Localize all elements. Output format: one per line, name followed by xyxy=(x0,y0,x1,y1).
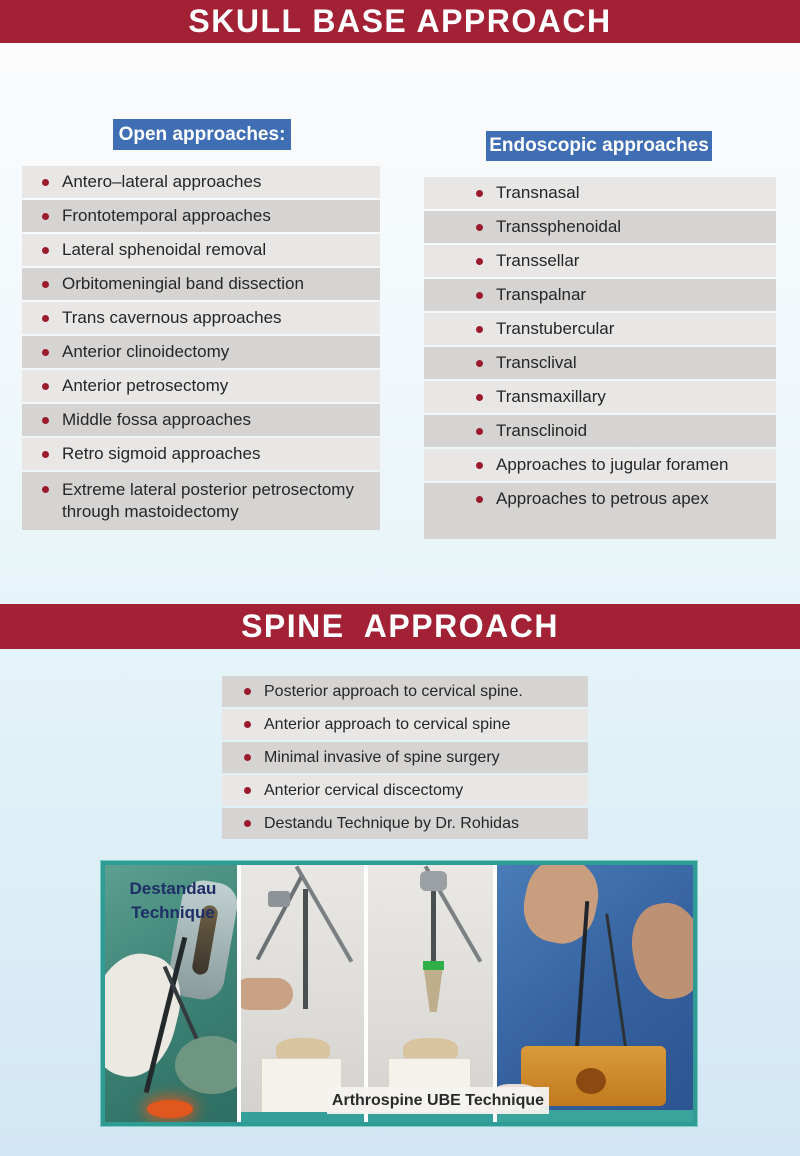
collage-panels xyxy=(105,865,693,1122)
bullet-icon xyxy=(244,688,251,695)
surgery-photo-collage xyxy=(100,860,698,1127)
photo-destandau-technique xyxy=(105,865,237,1122)
skull-base-banner xyxy=(0,0,800,43)
spine-approach-item: Destandu Technique by Dr. Rohidas xyxy=(222,808,588,839)
bullet-icon xyxy=(244,721,251,728)
hand-shape xyxy=(625,898,693,1005)
hand-shape xyxy=(517,865,605,950)
bullet-icon xyxy=(244,787,251,794)
endoscopic-approaches-list xyxy=(424,177,776,541)
bullet-icon xyxy=(476,326,483,333)
endoscopic-approach-item: Transsellar xyxy=(424,245,776,277)
valve-connector-shape xyxy=(268,891,290,907)
bullet-icon xyxy=(476,258,483,265)
bullet-icon xyxy=(476,224,483,231)
instrument-rod xyxy=(256,874,305,961)
green-glove-shape xyxy=(175,1036,237,1094)
spine-approach-item: Posterior approach to cervical spine. xyxy=(222,676,588,707)
bullet-icon xyxy=(476,360,483,367)
open-approach-item: Retro sigmoid approaches xyxy=(22,438,380,470)
bullet-icon xyxy=(244,754,251,761)
dilator-cone-shape xyxy=(419,970,448,1012)
spine-banner xyxy=(0,604,800,649)
endoscopic-approach-item: Transclinoid xyxy=(424,415,776,447)
open-approach-item: Extreme lateral posterior petrosectomy through mastoidectomy xyxy=(22,472,380,530)
open-approach-item: Lateral sphenoidal removal xyxy=(22,234,380,266)
wound-shape xyxy=(576,1068,606,1094)
bullet-icon xyxy=(244,820,251,827)
bullet-icon xyxy=(42,179,49,186)
spine-approach-item: Anterior cervical discectomy xyxy=(222,775,588,806)
bullet-icon xyxy=(42,451,49,458)
open-approach-item: Middle fossa approaches xyxy=(22,404,380,436)
endoscopic-approach-item: Transmaxillary xyxy=(424,381,776,413)
bullet-icon xyxy=(42,486,49,493)
photo-ube-procedure xyxy=(497,865,693,1122)
bullet-icon xyxy=(42,315,49,322)
endoscopic-approach-item: Transtubercular xyxy=(424,313,776,345)
spine-approach-item: Minimal invasive of spine surgery xyxy=(222,742,588,773)
photo-instrument-setup-1 xyxy=(241,865,364,1122)
bullet-icon xyxy=(42,383,49,390)
bullet-icon xyxy=(476,394,483,401)
open-approach-item: Antero–lateral approaches xyxy=(22,166,380,198)
endoscopic-approaches-heading-label: Endoscopic approaches xyxy=(489,135,709,156)
endoscopic-approaches-heading xyxy=(486,131,712,161)
bullet-icon xyxy=(42,349,49,356)
spine-title: SPINE APPROACH xyxy=(241,608,559,644)
open-approach-item: Trans cavernous approaches xyxy=(22,302,380,334)
collage-caption xyxy=(327,1087,549,1114)
bullet-icon xyxy=(42,417,49,424)
incision-glow-shape xyxy=(147,1100,193,1118)
endoscopic-approach-item: Transpalnar xyxy=(424,279,776,311)
instrument-rod xyxy=(605,913,627,1052)
bullet-icon xyxy=(476,292,483,299)
open-approaches-list xyxy=(22,166,380,532)
open-approach-item: Anterior petrosectomy xyxy=(22,370,380,402)
destandau-technique-label: Destandau Technique xyxy=(129,879,217,922)
bullet-icon xyxy=(476,428,483,435)
skull-base-title: SKULL BASE APPROACH xyxy=(188,3,612,39)
collage-caption-label: Arthrospine UBE Technique xyxy=(331,1091,545,1109)
instrument-rod xyxy=(303,889,308,1009)
endoscopic-approach-item: Transsphenoidal xyxy=(424,211,776,243)
valve-connector-shape xyxy=(420,871,447,891)
bullet-icon xyxy=(42,213,49,220)
endoscopic-approach-item: Transclival xyxy=(424,347,776,379)
bullet-icon xyxy=(476,190,483,197)
bullet-icon xyxy=(42,281,49,288)
endoscopic-approach-item: Approaches to jugular foramen xyxy=(424,449,776,481)
hand-shape xyxy=(241,978,293,1010)
open-approaches-heading-label: Open approaches: xyxy=(118,123,286,145)
open-approaches-heading xyxy=(113,119,291,150)
green-band-shape xyxy=(423,961,444,970)
bullet-icon xyxy=(42,247,49,254)
endoscopic-approach-item: Approaches to petrous apex xyxy=(424,483,776,539)
open-approach-item: Orbitomeningial band dissection xyxy=(22,268,380,300)
open-approach-item: Anterior clinoidectomy xyxy=(22,336,380,368)
spine-approach-item: Anterior approach to cervical spine xyxy=(222,709,588,740)
spine-approaches-list xyxy=(222,676,588,841)
endoscopic-approach-item: Transnasal xyxy=(424,177,776,209)
open-approach-item: Frontotemporal approaches xyxy=(22,200,380,232)
bullet-icon xyxy=(476,496,483,503)
photo-instrument-setup-2 xyxy=(368,865,493,1122)
bullet-icon xyxy=(476,462,483,469)
